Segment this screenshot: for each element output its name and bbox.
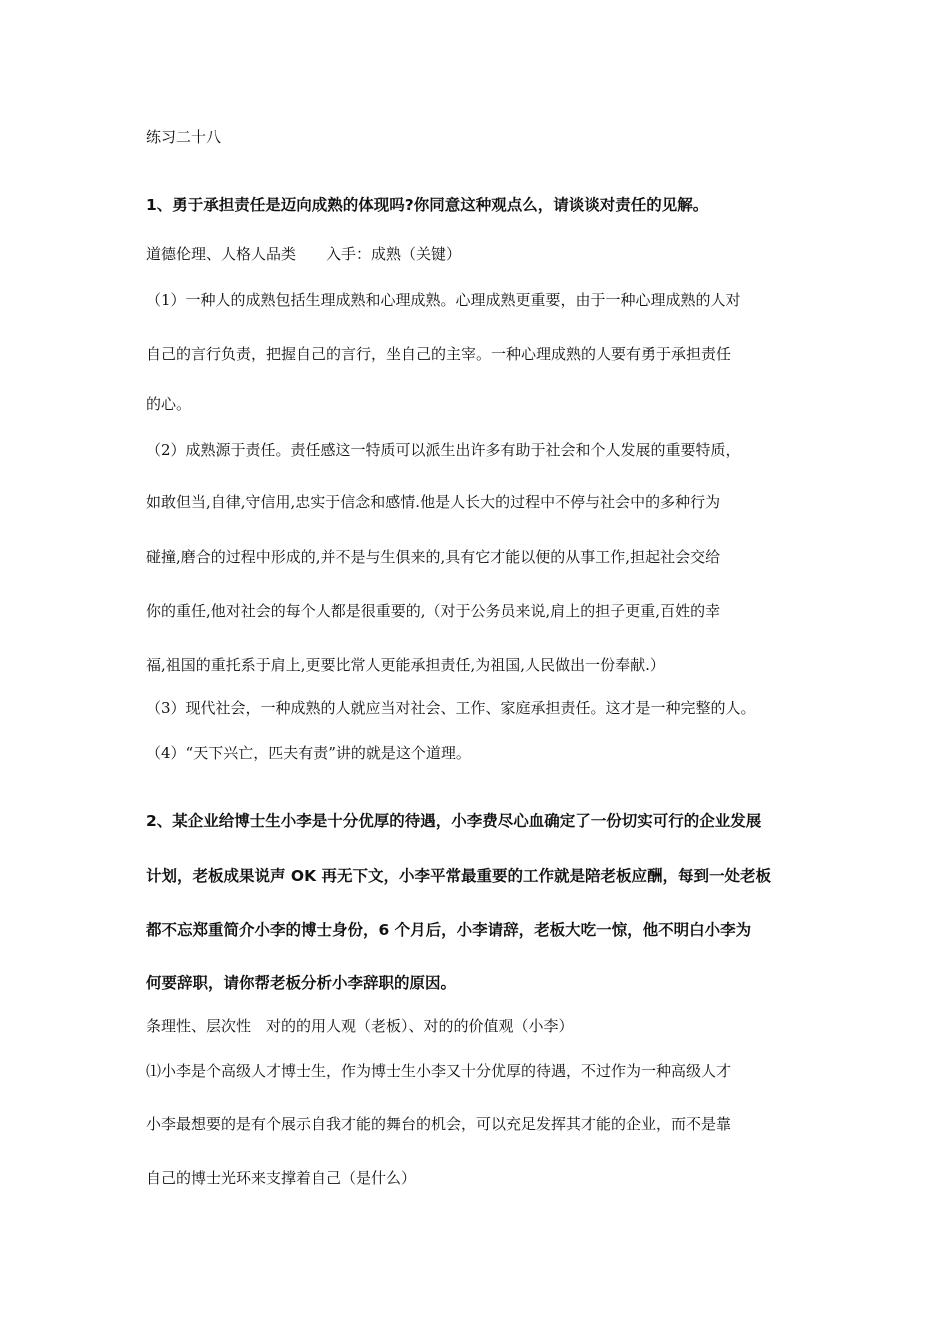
question-2-category: 条理性、层次性 对的的用人观（老板）、对的的价值观（小李）: [146, 1017, 574, 1035]
question-2-line: 都不忘郑重简介小李的博士身份，6 个月后，小李请辞，老板大吃一惊，他不明白小李为: [146, 921, 752, 939]
question-1-category: 道德伦理、人格人品类 入手：成熟（关键）: [146, 245, 462, 263]
q1-paragraph-1-line: 的心。: [146, 395, 192, 413]
q1-paragraph-2-line: 如敢但当,自律,守信用,忠实于信念和感情.他是人长大的过程中不停与社会中的多种行为: [146, 493, 721, 511]
q1-paragraph-1-line: （1）一种人的成熟包括生理成熟和心理成熟。心理成熟更重要，由于一种心理成熟的人对: [146, 291, 741, 309]
q1-paragraph-4: （4）“天下兴亡，匹夫有责”讲的就是这个道理。: [146, 744, 471, 762]
q1-paragraph-2-line: 碰撞,磨合的过程中形成的,并不是与生俱来的,具有它才能以便的从事工作,担起社会交给: [146, 548, 721, 566]
question-2-line: 2、某企业给博士生小李是十分优厚的待遇，小李费尽心血确定了一份切实可行的企业发展: [146, 812, 762, 830]
q1-paragraph-1-line: 自己的言行负责，把握自己的言行，坐自己的主宰。一种心理成熟的人要有勇于承担责任: [146, 345, 732, 363]
q2-paragraph-1-line: 小李最想要的是有个展示自我才能的舞台的机会，可以充足发挥其才能的企业，而不是靠: [146, 1115, 732, 1133]
q2-paragraph-1-line: 自己的博士光环来支撑着自己（是什么）: [146, 1169, 417, 1187]
question-2-line: 何要辞职，请你帮老板分析小李辞职的原因。: [146, 974, 457, 992]
q2-paragraph-1-line: ⑴小李是个高级人才博士生，作为博士生小李又十分优厚的待遇，不过作为一种高级人才: [146, 1062, 732, 1080]
q1-paragraph-2-line: （2）成熟源于责任。责任感这一特质可以派生出许多有助于社会和个人发展的重要特质，: [146, 441, 741, 459]
q1-paragraph-2-line: 你的重任,他对社会的每个人都是很重要的,（对于公务员来说,肩上的担子更重,百姓的幸: [146, 602, 721, 620]
question-2-line: 计划，老板成果说声 OK 再无下文，小李平常最重要的工作就是陪老板应酬，每到一处老板: [146, 867, 771, 885]
question-1: 1、勇于承担责任是迈向成熟的体现吗?你同意这种观点么，请谈谈对责任的见解。: [146, 196, 709, 214]
q1-paragraph-3: （3）现代社会，一种成熟的人就应当对社会、工作、家庭承担责任。这才是一种完整的人。: [146, 699, 756, 717]
document-title: 练习二十八: [146, 128, 222, 146]
q1-paragraph-2-line: 福,祖国的重托系于肩上,更要比常人更能承担责任,为祖国,人民做出一份奉献.）: [146, 656, 665, 674]
